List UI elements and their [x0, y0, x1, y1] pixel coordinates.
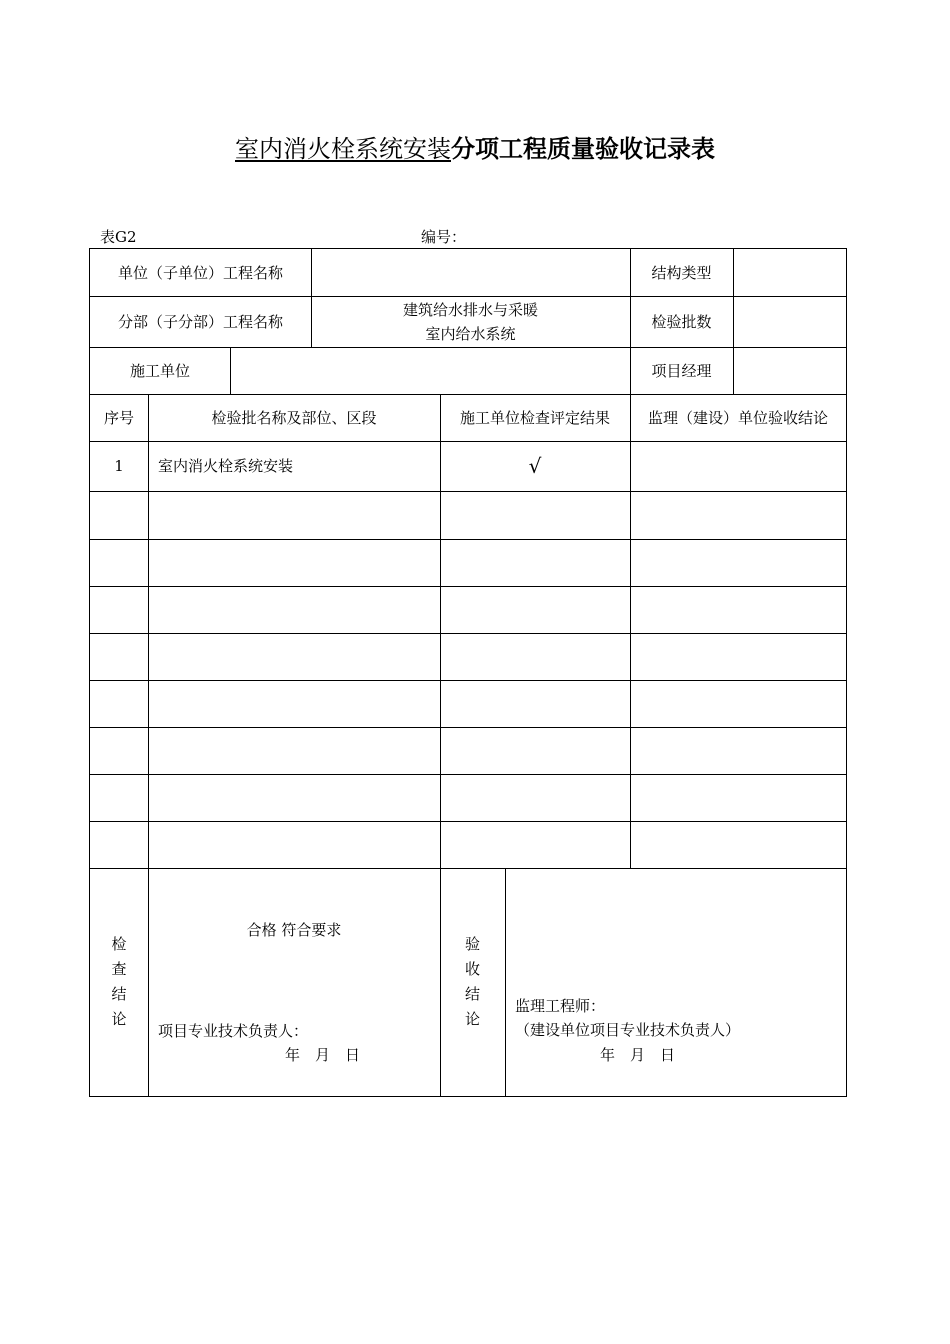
row-seq [90, 539, 148, 586]
check-conclusion-char: 结 [111, 985, 127, 1003]
row-seq [90, 586, 148, 633]
row-batch-name[interactable] [148, 586, 440, 633]
acceptance-record-table [89, 248, 847, 1097]
acceptance-date: 年 月 日 [600, 1046, 676, 1064]
structure-type-value[interactable] [733, 249, 846, 296]
row-supervisor-conclusion[interactable] [630, 821, 846, 868]
project-manager-label: 项目经理 [651, 361, 712, 380]
supervising-engineer-label: 监理工程师： [515, 997, 606, 1015]
check-conclusion-char: 查 [111, 960, 127, 978]
row-supervisor-conclusion[interactable] [630, 680, 846, 727]
row-contractor-result[interactable] [440, 633, 630, 680]
row-contractor-result[interactable] [440, 680, 630, 727]
row-contractor-result[interactable] [440, 491, 630, 539]
row-contractor-result[interactable] [440, 821, 630, 868]
division-project-name-label: 分部（子分部）工程名称 [117, 312, 283, 331]
row-supervisor-conclusion[interactable] [630, 727, 846, 774]
row-contractor-result[interactable] [440, 774, 630, 821]
structure-type-label: 结构类型 [651, 263, 712, 282]
row-seq: 1 [114, 457, 124, 475]
row-supervisor-conclusion[interactable] [630, 491, 846, 539]
acceptance-conclusion-char: 收 [464, 960, 480, 978]
title-project-name: 室内消火栓系统安装 [235, 135, 451, 163]
row-seq [90, 633, 148, 680]
row-batch-name[interactable] [148, 727, 440, 774]
row-seq [90, 774, 148, 821]
check-date: 年 月 日 [285, 1046, 361, 1064]
table-number: 表G2 [100, 228, 137, 246]
check-conclusion-text[interactable]: 合格 符合要求 [246, 921, 342, 939]
division-value-line2: 室内给水系统 [425, 324, 516, 343]
row-batch-name[interactable]: 室内消火栓系统安装 [158, 457, 294, 475]
project-manager-value[interactable] [733, 347, 846, 394]
check-conclusion-label [90, 868, 148, 1096]
row-contractor-result[interactable]: √ [528, 454, 542, 478]
row-batch-name[interactable] [148, 539, 440, 586]
contractor-value[interactable] [230, 347, 630, 394]
column-header-supervisor-conclusion: 监理（建设）单位验收结论 [647, 408, 828, 427]
row-seq [90, 727, 148, 774]
page-title [0, 132, 950, 166]
row-batch-name[interactable] [148, 821, 440, 868]
column-header-batch-name: 检验批名称及部位、区段 [211, 408, 377, 427]
column-header-contractor-result: 施工单位检查评定结果 [459, 408, 610, 427]
row-supervisor-conclusion[interactable] [630, 633, 846, 680]
row-supervisor-conclusion[interactable] [630, 586, 846, 633]
acceptance-conclusion-char: 结 [464, 985, 480, 1003]
row-seq [90, 491, 148, 539]
inspection-batch-count-label: 检验批数 [651, 312, 712, 331]
document-number-label: 编号： [421, 228, 467, 246]
row-batch-name[interactable] [148, 774, 440, 821]
division-value-line1: 建筑给水排水与采暖 [402, 300, 538, 319]
acceptance-conclusion-label [440, 868, 505, 1096]
row-contractor-result[interactable] [440, 727, 630, 774]
unit-project-name-label: 单位（子单位）工程名称 [117, 263, 283, 282]
row-supervisor-conclusion[interactable] [630, 539, 846, 586]
row-contractor-result[interactable] [440, 539, 630, 586]
check-signer-label: 项目专业技术负责人： [158, 1022, 309, 1040]
row-supervisor-conclusion[interactable] [630, 774, 846, 821]
check-conclusion-char: 检 [111, 935, 127, 953]
acceptance-conclusion-char: 验 [464, 935, 480, 953]
division-project-name-value[interactable] [311, 296, 630, 347]
title-suffix: 分项工程质量验收记录表 [451, 134, 715, 163]
row-batch-name[interactable] [148, 680, 440, 727]
row-batch-name[interactable] [148, 491, 440, 539]
acceptance-conclusion-char: 论 [464, 1010, 480, 1028]
contractor-label: 施工单位 [129, 361, 190, 380]
inspection-batch-count-value[interactable] [733, 296, 846, 347]
unit-project-name-value[interactable] [311, 249, 630, 296]
row-batch-name[interactable] [148, 633, 440, 680]
row-contractor-result[interactable] [440, 586, 630, 633]
row-supervisor-conclusion[interactable] [630, 441, 846, 491]
column-header-seq: 序号 [103, 408, 134, 427]
owner-tech-lead-label: （建设单位项目专业技术负责人） [515, 1021, 741, 1039]
row-seq [90, 680, 148, 727]
row-seq [90, 821, 148, 868]
check-conclusion-char: 论 [111, 1010, 127, 1028]
